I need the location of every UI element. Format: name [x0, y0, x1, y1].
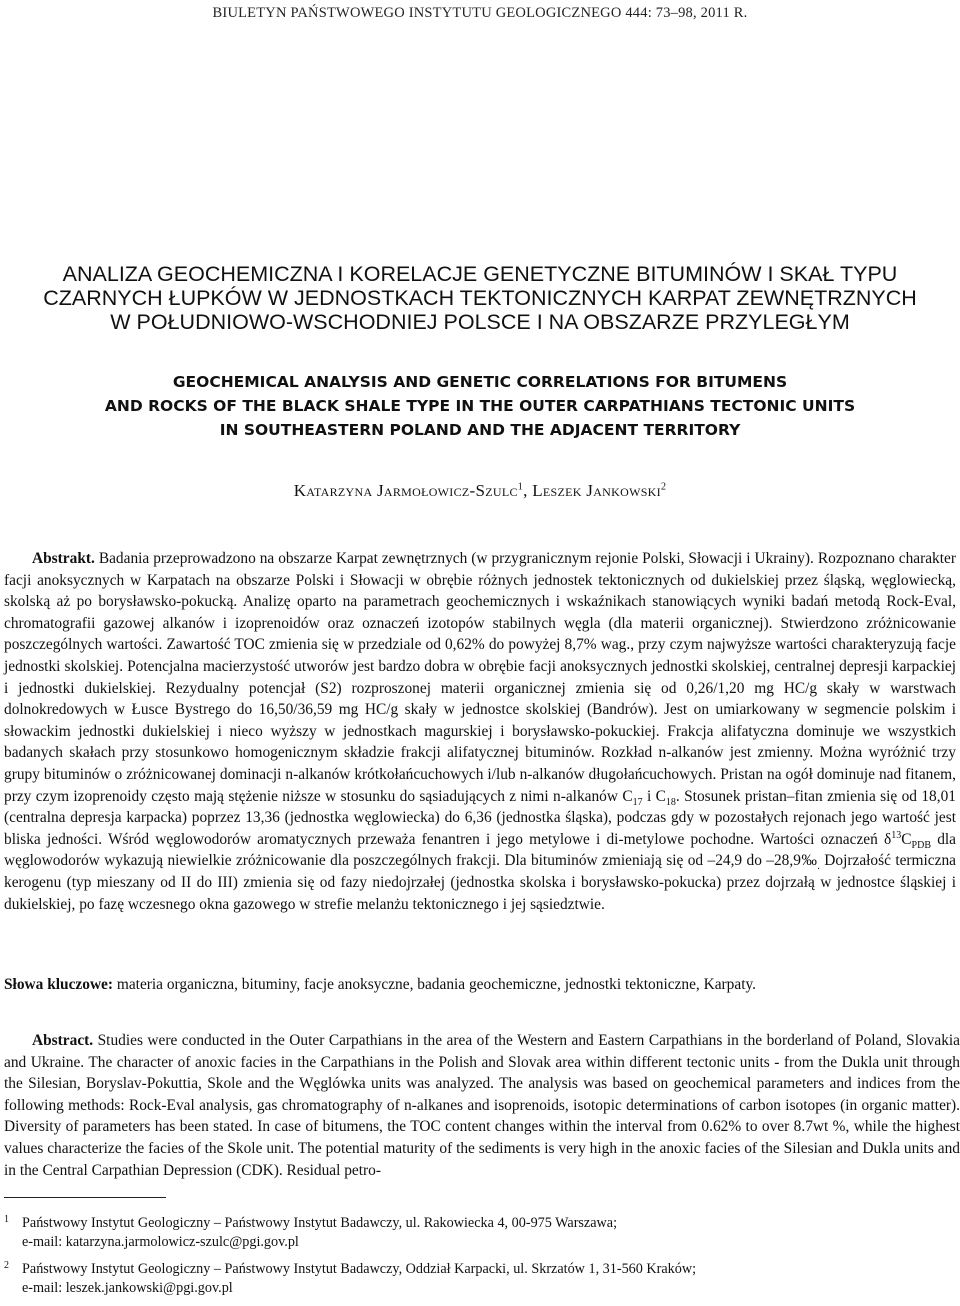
abstract-english	[4, 1030, 960, 1181]
footnote-email: e-mail: leszek.jankowski@pgi.gov.pl	[22, 1280, 233, 1296]
superscript: 13	[891, 829, 902, 841]
abstract-english-label: Abstract.	[32, 1032, 94, 1049]
abstract-polish-text: Badania przeprowadzono na obszarze Karpat zewnętrznych (w przygranicznym rejonie Polski, Słowacji i Ukrainy). Rozpoznano charakter facji anoksycznych w Karpatach na obszarze Polski i Słowacji w obrębie różnych jednostek tektonicznych od dukielskiej przez śląską, węglowiecką, skolską aż po borysławsko-pokucką. Analizę oparto na parametrach geochemicznych i wskaźnikach stanowiących wyniki badań metodą Rock-Eval, chromatografii gazowej alkanów i izoprenoidów oraz oznaczeń izotopów stabilnych węgla (dla materii organicznej). Stwierdzono zróżnicowanie poszczególnych wartości. Zawartość TOC zmienia się w przedziale od 0,62% do powyżej 8,7% wag., przy czym najwyższe wartości charakteryzują facje jednostki skolskiej. Potencjalna macierzystość utworów jest bardzo dobra w obrębie facji anoksycznych jednostki skolskiej, centralnej depresji karpackiej i jednostki dukielskiej. Rezydualny potencjał (S2) rozproszonej materii organicznej zmienia się od 0,26/1,20 mg HC/g skały w warstwach dolnokredowych w Łusce Bystrego do 16,50/36,59 mg HC/g skały w jednostce skolskiej (Bandrów). Jest on umiarkowany w segmencie polskim i słowackim jednostki dukielskiej i nieco wyższy w jednostkach magurskiej i borysławsko-pokuckiej. Frakcja alifatyczna dominuje we wszystkich badanych skałach przy stosunkowo homogenicznym składzie frakcji alifatycznej bituminów. Rozkład n-alkanów jest zmienny. Można wyróżnić trzy grupy bituminów o zróżnicowanej dominacji n-alkanów krótkołańcuchowych i/lub n-alkanów długołańcuchowych. Pristan na ogół dominuje nad fitanem, przy czym izoprenoidy często mają stężenie niższe w stosunku do sąsiadujących z nimi n-alkanów C	[4, 550, 956, 805]
abstract-polish-text: C	[901, 830, 912, 848]
abstract-polish-text: . Stosunek pristan–fitan zmienia się od 18,01 (centralna depresja karpacka) poprzez 13,36 (jednostka węglowiecka) do 6,36 (jednostka śląska), podczas gdy w pozostałych rejonach jego wartość jest bliska jedności. Wśród węglowodorów aromatycznych przeważa fenantren i jego metylowe i di-metylowe pochodne. Wartości oznaczeń δ	[4, 787, 956, 848]
affiliation-marker: 1	[517, 481, 524, 493]
author-list	[0, 481, 960, 501]
title-polish	[10, 262, 950, 334]
footnote-email: e-mail: katarzyna.jarmolowicz-szulc@pgi.gov.pl	[22, 1234, 299, 1250]
title-english	[10, 370, 950, 442]
title-polish-line: W POŁUDNIOWO-WSCHODNIEJ POLSCE I NA OBSZARZE PRZYLEGŁYM	[110, 310, 850, 334]
journal-header: BIULETYN PAŃSTWOWEGO INSTYTUTU GEOLOGICZNEGO 444: 73–98, 2011 R.	[212, 5, 748, 21]
title-polish-line: ANALIZA GEOCHEMICZNA I KORELACJE GENETYCZNE BITUMINÓW I SKAŁ TYPU	[62, 262, 898, 286]
keywords-polish	[4, 974, 956, 996]
subscript: PDB	[911, 839, 931, 851]
abstract-polish-text: i C	[642, 787, 666, 805]
footnote-item	[4, 1260, 956, 1298]
subscript: .	[817, 861, 820, 873]
keywords-text: materia organiczna, bituminy, facje anoksyczne, badania geochemiczne, jednostki tektoniczne, Karpaty.	[113, 976, 757, 993]
footnote-affiliation: Państwowy Instytut Geologiczny – Państwowy Instytut Badawczy, ul. Rakowiecka 4, 00-975 Warszawa;	[22, 1215, 618, 1231]
footnotes	[4, 1214, 956, 1306]
author-name: Leszek Jankowski	[532, 481, 661, 500]
title-english-line: AND ROCKS OF THE BLACK SHALE TYPE IN THE OUTER CARPATHIANS TECTONIC UNITS	[104, 397, 856, 415]
title-english-line: GEOCHEMICAL ANALYSIS AND GENETIC CORRELATIONS FOR BITUMENS	[172, 373, 788, 391]
abstract-polish-label: Abstrakt.	[32, 550, 95, 567]
abstract-polish-text: dla węglowodorów wykazują niewielkie zróżnicowanie dla poszczególnych frakcji. Dla bituminów zmieniają się od –24,9 do –28,9‰	[4, 830, 956, 870]
footnote-number: 2	[4, 1260, 9, 1271]
abstract-polish-text: Dojrzałość termiczna kerogenu (typ mieszany od II do III) zmienia się od fazy niedojrzałej (jednostka skolska i borysławsko-pokucka) przez dojrzałą w jednostce śląskiej i dukielskiej, po fazę wczesnego okna gazowego w strefie melanżu tektonicznego i jej sąsiedztwie.	[4, 852, 956, 913]
affiliation-marker: 2	[660, 481, 667, 493]
title-english-line: IN SOUTHEASTERN POLAND AND THE ADJACENT TERRITORY	[219, 421, 741, 439]
title-polish-line: CZARNYCH ŁUPKÓW W JEDNOSTKACH TEKTONICZNYCH KARPAT ZEWNĘTRZNYCH	[43, 286, 917, 310]
subscript: 18	[665, 796, 676, 808]
footnote-item	[4, 1214, 956, 1252]
author-separator: ,	[523, 481, 533, 500]
footnote-number: 1	[4, 1214, 9, 1225]
keywords-label: Słowa kluczowe:	[4, 976, 114, 993]
footnote-divider	[4, 1197, 166, 1198]
author-name: Katarzyna Jarmołowicz-Szulc	[293, 481, 518, 500]
subscript: 17	[632, 796, 643, 808]
abstract-english-text: Studies were conducted in the Outer Carpathians in the area of the Western and Eastern Carpathians in the borderland of Poland, Slovakia and Ukraine. The character of anoxic facies in the Carpathians in the Polish and Slovak area within different tectonic units - from the Dukla unit through the Silesian, Boryslav-Pokuttia, Skole and the Węglówka units was analyzed. The analysis was based on geochemical parameters and indices from the following methods: Rock-Eval analysis, gas chromatography of n-alkanes and isoprenoids, isotopic determinations of carbon isotopes (in organic matter). Diversity of parameters has been stated. In case of bitumens, the TOC content changes within the interval from 0.62% to over 8.7wt %, while the highest values characterize the facies of the Skole unit. The potential maturity of the sediments is very high in the anoxic facies of the Silesian and Dukla units and in the Central Carpathian Depression (CDK). Residual petro-	[4, 1032, 960, 1179]
abstract-polish	[4, 548, 956, 915]
footnote-affiliation: Państwowy Instytut Geologiczny – Państwowy Instytut Badawczy, Oddział Karpacki, ul. Skrzatów 1, 31-560 Kraków;	[22, 1261, 697, 1277]
